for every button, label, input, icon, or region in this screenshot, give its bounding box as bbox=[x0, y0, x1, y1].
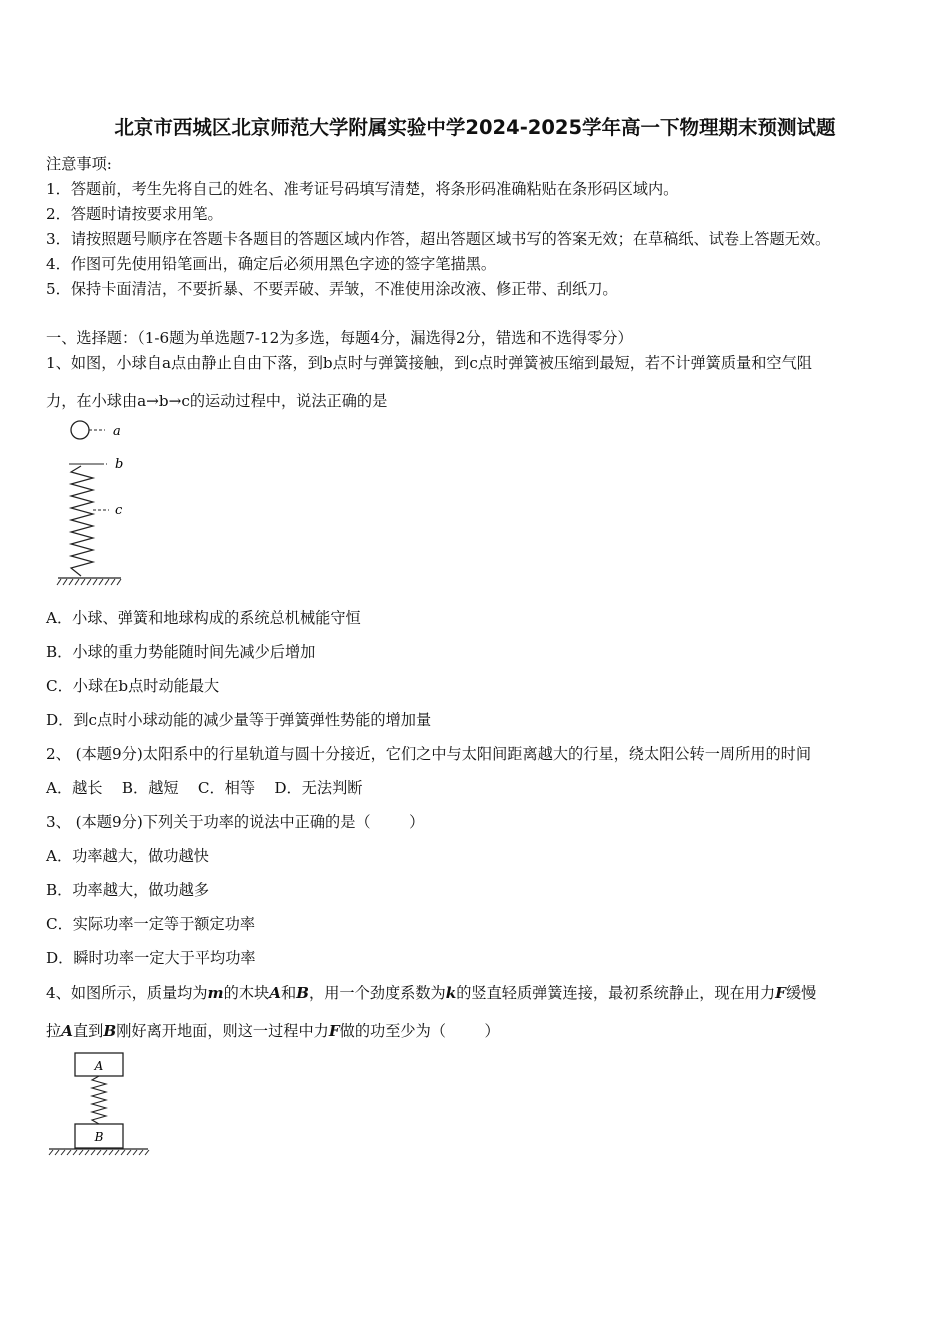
notice-item: 3．请按照题号顺序在答题卡各题目的答题区域内作答，超出答题区域书写的答案无效；在草稿纸、试卷上答题无效。 bbox=[46, 230, 831, 248]
q1-stem-line2: 力，在小球由a→b→c的运动过程中，说法正确的是 bbox=[46, 392, 388, 410]
notice-item: 2．答题时请按要求用笔。 bbox=[46, 205, 223, 223]
section-heading: 一、选择题：（1-6题为单选题7-12为多选，每题4分，漏选得2分，错选和不选得零分） bbox=[46, 329, 633, 347]
q3-option-c: C．实际功率一定等于额定功率 bbox=[46, 915, 256, 933]
q4-stem-line2: 拉A直到B刚好离开地面，则这一过程中力F做的功至少为（ ） bbox=[46, 1022, 500, 1040]
q4-blocks-figure bbox=[46, 1050, 152, 1160]
page-title: 北京市西城区北京师范大学附属实验中学2024-2025学年高一下物理期末预测试题 bbox=[114, 116, 836, 139]
label-block-a: A bbox=[94, 1059, 104, 1073]
label-block-b: B bbox=[94, 1130, 104, 1144]
ball bbox=[71, 421, 89, 439]
q4-stem-line1: 4、如图所示，质量均为m的木块A和B，用一个劲度系数为k的竖直轻质弹簧连接，最初系统静止，现在用力F缓慢 bbox=[46, 984, 817, 1002]
q3-stem: 3、 (本题9分)下列关于功率的说法中正确的是（ ） bbox=[46, 813, 425, 831]
label-a: a bbox=[113, 424, 121, 439]
q1-spring-figure bbox=[55, 418, 140, 588]
q3-option-d: D．瞬时功率一定大于平均功率 bbox=[46, 949, 256, 967]
notice-item: 1．答题前，考生先将自己的姓名、准考证号码填写清楚，将条形码准确粘贴在条形码区域内。 bbox=[46, 180, 679, 198]
q3-option-b: B．功率越大，做功越多 bbox=[46, 881, 210, 899]
label-b: b bbox=[115, 457, 124, 472]
spring bbox=[71, 466, 93, 576]
q2-stem: 2、 (本题9分)太阳系中的行星轨道与圆十分接近，它们之中与太阳间距离越大的行星，绕太阳公转一周所用的时间 bbox=[46, 745, 812, 763]
q1-option-a: A．小球、弹簧和地球构成的系统总机械能守恒 bbox=[46, 609, 361, 627]
notice-item: 5．保持卡面清洁，不要折暴、不要弄破、弄皱，不准使用涂改液、修正带、刮纸刀。 bbox=[46, 280, 618, 298]
q3-option-a: A．功率越大，做功越快 bbox=[46, 847, 209, 865]
q1-option-d: D．到c点时小球动能的减少量等于弹簧弹性势能的增加量 bbox=[46, 711, 432, 729]
notice-heading: 注意事项: bbox=[46, 155, 112, 173]
notice-item: 4．作图可先使用铅笔画出，确定后必须用黑色字迹的签字笔描黑。 bbox=[46, 255, 497, 273]
q1-option-b: B．小球的重力势能随时间先减少后增加 bbox=[46, 643, 316, 661]
q1-stem-line1: 1、如图，小球自a点由静止自由下落，到b点时与弹簧接触，到c点时弹簧被压缩到最短，若不计弹簧质量和空气阻 bbox=[46, 354, 812, 372]
q2-options: A．越长 B．越短 C．相等 D．无法判断 bbox=[46, 779, 363, 797]
spring bbox=[92, 1076, 106, 1124]
label-c: c bbox=[115, 503, 123, 518]
q1-option-c: C．小球在b点时动能最大 bbox=[46, 677, 220, 695]
